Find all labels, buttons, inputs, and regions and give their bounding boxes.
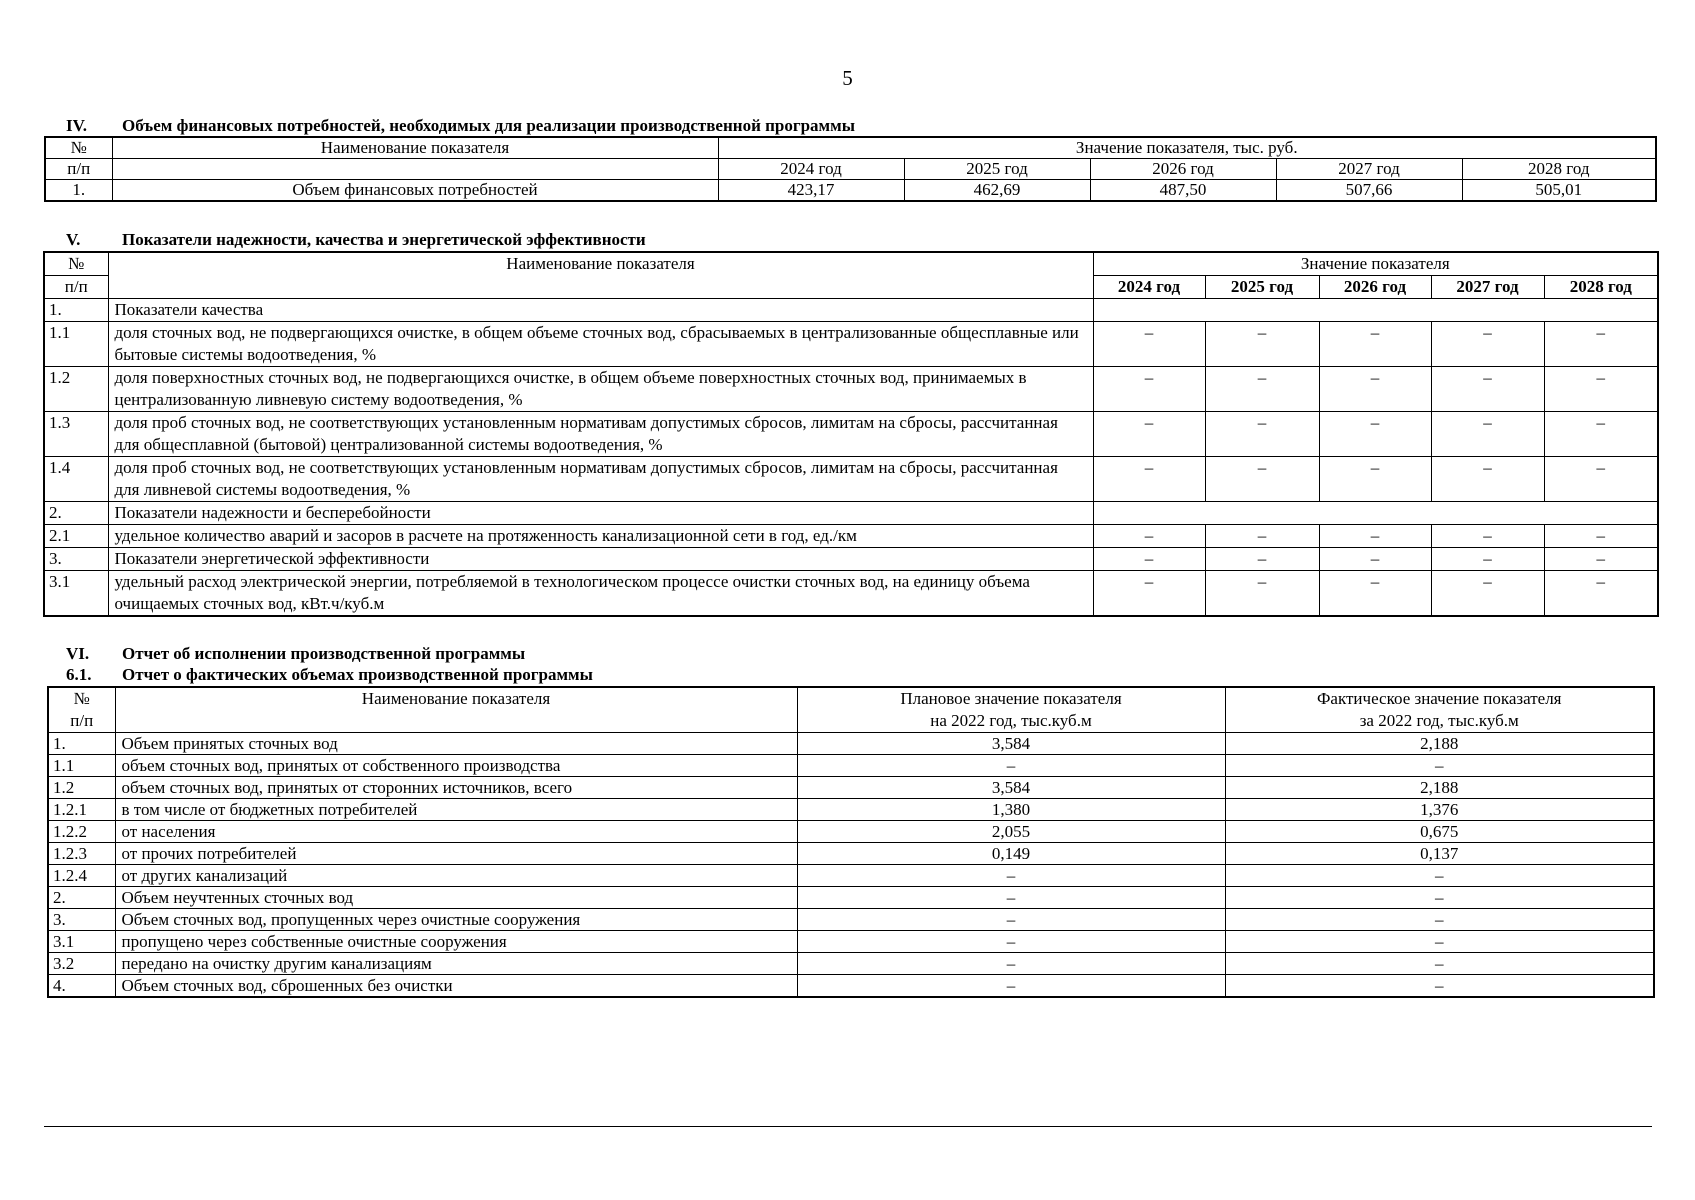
row-name: от прочих потребителей xyxy=(115,843,797,865)
value-cell: – xyxy=(1431,548,1544,571)
section-4-number: IV. xyxy=(66,116,87,135)
row-name: Объем финансовых потребностей xyxy=(112,180,718,202)
financial-needs-table xyxy=(44,136,1657,202)
value-cell: – xyxy=(1431,571,1544,617)
row-name: Показатели качества xyxy=(108,299,1093,322)
row-number: 1. xyxy=(45,180,112,202)
year-header: 2026 год xyxy=(1090,159,1276,180)
fact-value: – xyxy=(1225,953,1654,975)
page-number: 5 xyxy=(842,66,853,90)
plan-value: – xyxy=(797,931,1225,953)
row-name: в том числе от бюджетных потребителей xyxy=(115,799,797,821)
production-report-table xyxy=(47,686,1655,998)
plan-value: – xyxy=(797,755,1225,777)
row-name: от населения xyxy=(115,821,797,843)
header-pp: п/п xyxy=(44,276,108,299)
reliability-quality-table xyxy=(43,251,1659,617)
header-fact-line2: за 2022 год, тыс.куб.м xyxy=(1359,711,1519,730)
row-name: доля проб сточных вод, не соответствующих установленным нормативам допустимых сбросов, лимитам на сбросы, рассчитанная для ливневой системы водоотведения, % xyxy=(108,457,1093,502)
row-name: доля сточных вод, не подвергающихся очистке, в общем объеме сточных вод, сбрасываемых в централизованные общесплавные или бытовые системы водоотведения, % xyxy=(108,322,1093,367)
year-header: 2025 год xyxy=(1205,276,1319,299)
value-cell: 505,01 xyxy=(1462,180,1656,202)
header-number xyxy=(48,687,115,733)
plan-value: 3,584 xyxy=(797,733,1225,755)
row-name: передано на очистку другим канализациям xyxy=(115,953,797,975)
row-number: 1. xyxy=(48,733,115,755)
header-pp: п/п xyxy=(45,159,112,180)
value-cell: – xyxy=(1093,322,1205,367)
value-cell: – xyxy=(1205,412,1319,457)
table-row xyxy=(48,887,1654,909)
section-6-title xyxy=(66,644,525,664)
row-name: удельный расход электрической энергии, потребляемой в технологическом процессе очистки сточных вод, на единицу объема очищаемых сточных вод, кВт.ч/куб.м xyxy=(108,571,1093,617)
row-name: Показатели надежности и бесперебойности xyxy=(108,502,1093,525)
value-cell: 507,66 xyxy=(1276,180,1462,202)
header-indicator-name: Наименование показателя xyxy=(115,687,797,733)
table-row xyxy=(44,299,1658,322)
year-header: 2026 год xyxy=(1319,276,1431,299)
value-cell: – xyxy=(1319,571,1431,617)
header-indicator-name: Наименование показателя xyxy=(108,252,1093,299)
row-name: Объем сточных вод, сброшенных без очистки xyxy=(115,975,797,998)
section-5-title xyxy=(66,230,646,250)
header-number: № xyxy=(45,137,112,159)
year-header: 2024 год xyxy=(718,159,904,180)
value-cell: 487,50 xyxy=(1090,180,1276,202)
row-number: 3. xyxy=(48,909,115,931)
row-name: от других канализаций xyxy=(115,865,797,887)
value-cell: – xyxy=(1205,525,1319,548)
plan-value: 0,149 xyxy=(797,843,1225,865)
table-row xyxy=(44,412,1658,457)
table-row xyxy=(48,777,1654,799)
fact-value: 0,675 xyxy=(1225,821,1654,843)
section-6-number: VI. xyxy=(66,644,90,663)
value-cell: – xyxy=(1205,322,1319,367)
section-6-1-heading: Отчет о фактических объемах производственной программы xyxy=(122,665,593,684)
value-cell: – xyxy=(1319,525,1431,548)
year-header: 2027 год xyxy=(1431,276,1544,299)
row-number: 1.2.4 xyxy=(48,865,115,887)
table-row xyxy=(48,799,1654,821)
year-header: 2027 год xyxy=(1276,159,1462,180)
table-row xyxy=(48,821,1654,843)
section-6-1-title xyxy=(66,665,593,685)
fact-value: 1,376 xyxy=(1225,799,1654,821)
row-number: 4. xyxy=(48,975,115,998)
table-row xyxy=(44,367,1658,412)
plan-value: – xyxy=(797,953,1225,975)
fact-value: 0,137 xyxy=(1225,843,1654,865)
value-cell-empty xyxy=(1093,299,1658,322)
value-cell: – xyxy=(1544,525,1658,548)
table-row xyxy=(48,953,1654,975)
row-name: Объем неучтенных сточных вод xyxy=(115,887,797,909)
plan-value: 3,584 xyxy=(797,777,1225,799)
value-cell: – xyxy=(1319,548,1431,571)
value-cell: – xyxy=(1431,322,1544,367)
row-name: доля поверхностных сточных вод, не подвергающихся очистке, в общем объеме поверхностных сточных вод, принимаемых в централизованную ливневую систему водоотведения, % xyxy=(108,367,1093,412)
table-row xyxy=(48,931,1654,953)
fact-value: – xyxy=(1225,887,1654,909)
row-number: 1.2 xyxy=(48,777,115,799)
header-plan xyxy=(797,687,1225,733)
row-name: Показатели энергетической эффективности xyxy=(108,548,1093,571)
year-header: 2025 год xyxy=(904,159,1090,180)
row-name: доля проб сточных вод, не соответствующих установленным нормативам допустимых сбросов, лимитам на сбросы, рассчитанная для общесплавной (бытовой) централизованной системы водоотведения, % xyxy=(108,412,1093,457)
row-number: 2.1 xyxy=(44,525,108,548)
row-name: Объем принятых сточных вод xyxy=(115,733,797,755)
year-header: 2028 год xyxy=(1544,276,1658,299)
table-row xyxy=(45,180,1656,202)
header-indicator-name: Наименование показателя xyxy=(112,137,718,159)
table-row xyxy=(48,865,1654,887)
value-cell: – xyxy=(1319,367,1431,412)
row-number: 2. xyxy=(44,502,108,525)
fact-value: – xyxy=(1225,975,1654,998)
section-6-1-number: 6.1. xyxy=(66,665,92,684)
row-number: 1. xyxy=(44,299,108,322)
table-row xyxy=(48,909,1654,931)
row-number: 1.2.2 xyxy=(48,821,115,843)
value-cell: – xyxy=(1093,412,1205,457)
value-cell: – xyxy=(1093,367,1205,412)
header-empty xyxy=(112,159,718,180)
row-number: 3. xyxy=(44,548,108,571)
row-number: 1.3 xyxy=(44,412,108,457)
plan-value: – xyxy=(797,865,1225,887)
value-cell: – xyxy=(1544,367,1658,412)
section-4-title xyxy=(66,116,855,136)
section-5-number: V. xyxy=(66,230,81,249)
value-cell: – xyxy=(1205,548,1319,571)
table-row xyxy=(44,457,1658,502)
row-name: объем сточных вод, принятых от сторонних источников, всего xyxy=(115,777,797,799)
header-value: Значение показателя xyxy=(1093,252,1658,276)
table-row xyxy=(48,843,1654,865)
row-number: 3.2 xyxy=(48,953,115,975)
table-row xyxy=(44,322,1658,367)
header-plan-line2: на 2022 год, тыс.куб.м xyxy=(930,711,1092,730)
year-header: 2028 год xyxy=(1462,159,1656,180)
plan-value: 1,380 xyxy=(797,799,1225,821)
fact-value: 2,188 xyxy=(1225,777,1654,799)
table-row xyxy=(44,548,1658,571)
section-6-heading: Отчет об исполнении производственной программы xyxy=(122,644,526,663)
value-cell: – xyxy=(1205,571,1319,617)
header-fact-line1: Фактическое значение показателя xyxy=(1316,689,1562,708)
plan-value: – xyxy=(797,909,1225,931)
header-number-sign: № xyxy=(73,689,90,708)
row-number: 3.1 xyxy=(48,931,115,953)
table-row xyxy=(44,502,1658,525)
value-cell: 423,17 xyxy=(718,180,904,202)
value-cell: – xyxy=(1544,457,1658,502)
value-cell: – xyxy=(1544,322,1658,367)
row-name: Объем сточных вод, пропущенных через очистные сооружения xyxy=(115,909,797,931)
value-cell: – xyxy=(1205,457,1319,502)
value-cell: 462,69 xyxy=(904,180,1090,202)
row-name: объем сточных вод, принятых от собственного производства xyxy=(115,755,797,777)
row-name: удельное количество аварий и засоров в расчете на протяженность канализационной сети в год, ед./км xyxy=(108,525,1093,548)
table-row xyxy=(48,975,1654,998)
row-number: 1.2 xyxy=(44,367,108,412)
header-pp: п/п xyxy=(70,711,94,730)
value-cell-empty xyxy=(1093,502,1658,525)
table-row xyxy=(48,733,1654,755)
value-cell: – xyxy=(1093,571,1205,617)
value-cell: – xyxy=(1319,322,1431,367)
row-number: 1.1 xyxy=(44,322,108,367)
header-fact xyxy=(1225,687,1654,733)
value-cell: – xyxy=(1431,525,1544,548)
value-cell: – xyxy=(1431,367,1544,412)
row-name: пропущено через собственные очистные сооружения xyxy=(115,931,797,953)
row-number: 1.4 xyxy=(44,457,108,502)
fact-value: – xyxy=(1225,909,1654,931)
row-number: 2. xyxy=(48,887,115,909)
year-header: 2024 год xyxy=(1093,276,1205,299)
value-cell: – xyxy=(1544,412,1658,457)
table-row xyxy=(44,525,1658,548)
value-cell: – xyxy=(1544,548,1658,571)
value-cell: – xyxy=(1431,412,1544,457)
table-row xyxy=(44,571,1658,617)
value-cell: – xyxy=(1319,457,1431,502)
section-5-heading: Показатели надежности, качества и энергетической эффективности xyxy=(122,230,646,249)
plan-value: – xyxy=(797,975,1225,998)
header-number: № xyxy=(44,252,108,276)
value-cell: – xyxy=(1093,457,1205,502)
fact-value: – xyxy=(1225,931,1654,953)
row-number: 1.1 xyxy=(48,755,115,777)
plan-value: – xyxy=(797,887,1225,909)
table-row xyxy=(48,755,1654,777)
row-number: 3.1 xyxy=(44,571,108,617)
row-number: 1.2.1 xyxy=(48,799,115,821)
fact-value: – xyxy=(1225,755,1654,777)
footer-divider xyxy=(44,1126,1652,1127)
value-cell: – xyxy=(1319,412,1431,457)
value-cell: – xyxy=(1093,525,1205,548)
fact-value: – xyxy=(1225,865,1654,887)
section-4-heading: Объем финансовых потребностей, необходимых для реализации производственной программы xyxy=(122,116,855,135)
plan-value: 2,055 xyxy=(797,821,1225,843)
fact-value: 2,188 xyxy=(1225,733,1654,755)
header-plan-line1: Плановое значение показателя xyxy=(900,689,1122,708)
value-cell: – xyxy=(1431,457,1544,502)
row-number: 1.2.3 xyxy=(48,843,115,865)
value-cell: – xyxy=(1205,367,1319,412)
header-value: Значение показателя, тыс. руб. xyxy=(718,137,1656,159)
value-cell: – xyxy=(1093,548,1205,571)
value-cell: – xyxy=(1544,571,1658,617)
